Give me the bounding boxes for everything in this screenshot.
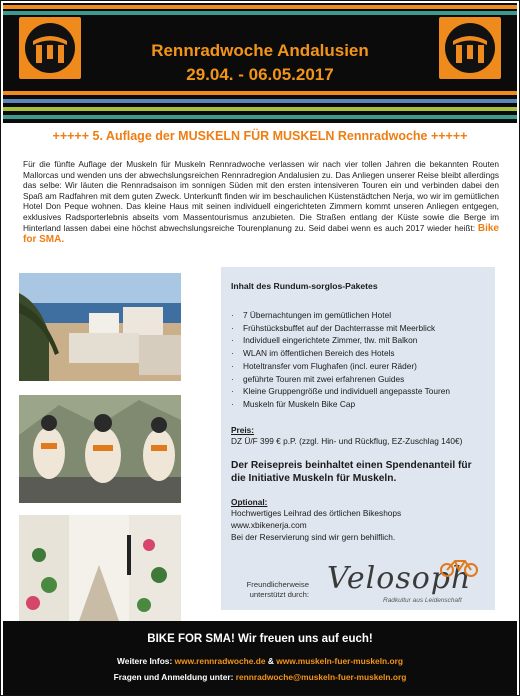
price-label: Preis: [231,424,255,435]
photo-white-village [19,515,181,621]
stripe-blue [3,99,517,103]
thanks-line: Freundlicherweise [246,580,309,589]
optional-line: Bei der Reservierung sind wir gern behilflich. [231,532,396,543]
velosoph-logo [327,561,507,611]
contact-label: Fragen und Anmeldung unter: [113,672,234,682]
header-title: Rennradwoche Andalusien [151,41,369,60]
footer-slogan: BIKE FOR SMA! Wir freuen uns auf euch! [147,633,373,645]
rennradwoche-link[interactable]: www.rennradwoche.de [174,656,266,666]
footer-contact-line [3,672,517,682]
sponsor-thanks [229,580,309,600]
optional-link[interactable]: www.xbikenerja.com [231,520,307,531]
amp-text: & [267,656,274,666]
velosoph-brand: Velosoph [327,561,472,596]
optional-label: Optional: [231,497,268,508]
intro-highlight: Bike for SMA. [23,222,499,246]
list-item: · Kleine Gruppengröße und individuell angepasste Touren [231,385,485,398]
info-label: Weitere Infos: [117,656,173,666]
intro-paragraph [23,159,499,246]
optional-line: Hochwertiges Leihrad des örtlichen Bikeshops [231,508,402,519]
intro-text: Für die fünfte Auflage der Muskeln für Muskeln Rennradwoche verlassen wir nach vier tollen Jahren die bekannten Routen Mallorcas und wenden uns der abwechslungsreichen Rennradregion Andalusien zu. Das Anliegen unserer Reise bleibt allerdings das selbe: Wir läuten die Rennradsaison im sonnigen Süden mit den ersten intensiveren Touren ein und verbinden dabei den Spaß am Radfahren mit dem guten Zweck. Unterkunft finden wir im beschaulichen Küstenstädtchen Nerja, wo wir im gemütlichen Hotel Don Peque wohnen. Das kleine Haus mit seinen individuell eingerichteten Zimmern kommt unseren Anliegen entgegen, exklusives Radsporterlebnis abseits vom Massentourismus anzubieten. Die Straßen entlang der Küste sowie die Berge im Hinterland lassen dabei eine höchst abwechslungsreiche Tourenplanung zu. Seid dabei wenn es auch 2017 wieder heißt: [23,159,499,233]
header-dates: 29.04. - 06.05.2017 [186,65,334,84]
email-link[interactable]: rennradwoche@muskeln-fuer-muskeln.org [235,672,407,682]
photo-coastal-town [19,273,181,381]
muskeln-link[interactable]: www.muskeln-fuer-muskeln.org [276,656,403,666]
footer-info-line [3,656,517,666]
header-banner [3,3,517,123]
stripe-orange-top [3,5,517,9]
list-item: · geführte Touren mit zwei erfahrenen Guides [231,373,485,386]
package-list [231,309,485,411]
velosoph-tagline: Radkultur aus Leidenschaft [383,597,462,604]
stripe-teal-top [3,11,517,15]
thanks-line: unterstützt durch: [249,590,309,599]
list-item: · Muskeln für Muskeln Bike Cap [231,398,485,411]
headline: +++++ 5. Auflage der MUSKELN FÜR MUSKELN Rennradwoche +++++ [52,129,468,143]
price-text: DZ Ü/F 399 € p.P. (zzgl. Hin- und Rückflug, EZ-Zuschlag 140€) [231,435,463,446]
stripe-orange [3,91,517,95]
donation-text: Der Reisepreis beinhaltet einen Spendenanteil für die Initiative Muskeln für Muskeln. [231,459,472,485]
list-item: · Individuell eingerichtete Zimmer, tlw. mit Balkon [231,334,485,347]
photo-cyclists [19,395,181,503]
footer-banner [3,621,517,695]
list-item: · WLAN im öffentlichen Bereich des Hotels [231,347,485,360]
package-title: Inhalt des Rundum-sorglos-Paketes [231,281,378,291]
list-item: · Hoteltransfer vom Flughafen (incl. eurer Räder) [231,360,485,373]
bicycle-icon [439,555,479,577]
list-item: · 7 Übernachtungen im gemütlichen Hotel [231,309,485,322]
list-item: · Frühstücksbuffet auf der Dachterrasse mit Meerblick [231,322,485,335]
stripe-lime [3,107,517,111]
stripe-teal [3,115,517,119]
